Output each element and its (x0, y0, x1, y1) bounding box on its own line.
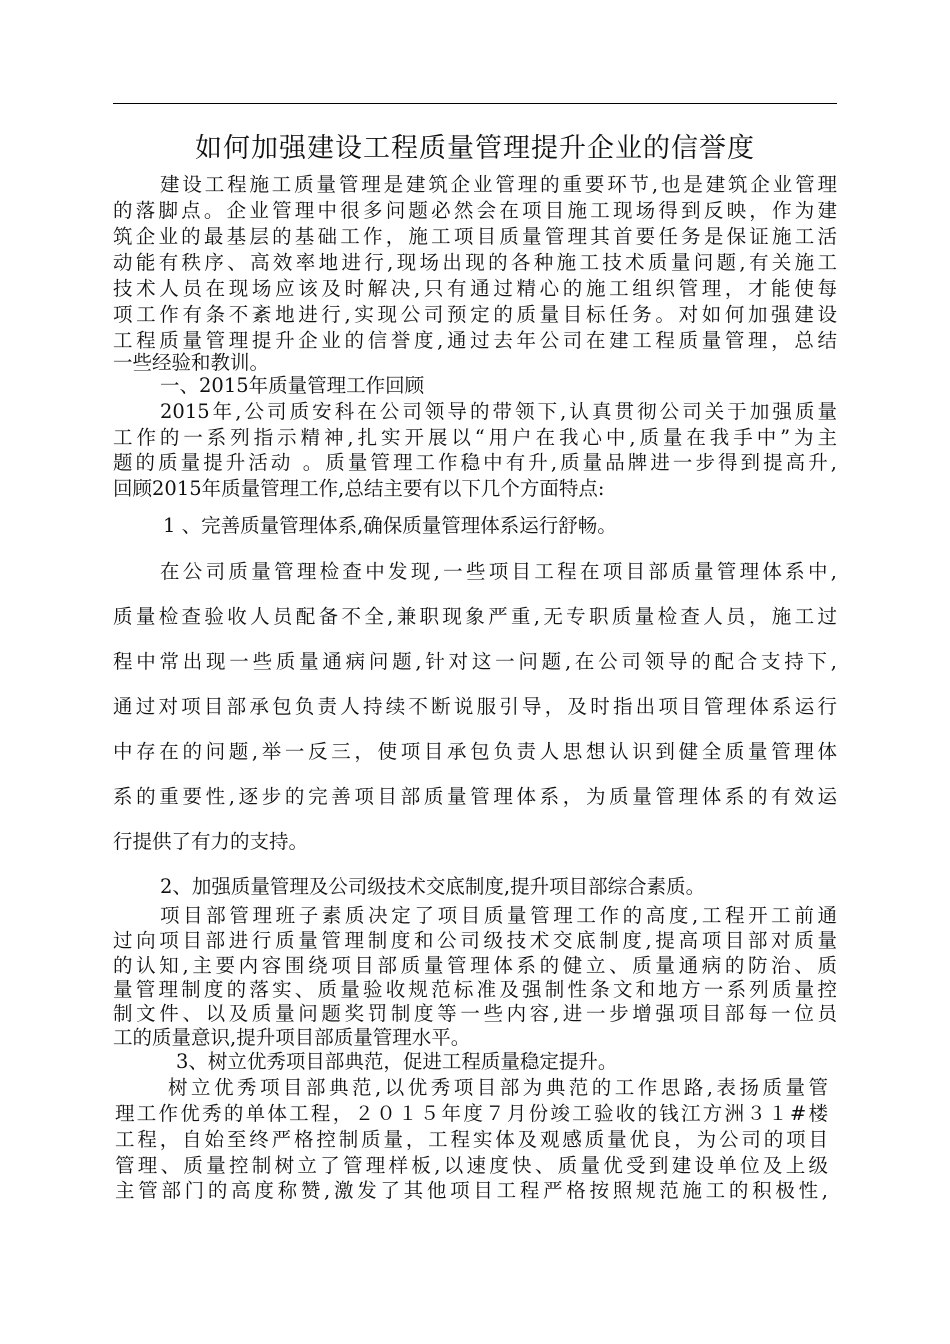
body-line: 程中常出现一些质量通病问题,针对这一问题,在公司领导的配合支持下, (113, 650, 837, 673)
body-line: 项工作有条不紊地进行,实现公司预定的质量目标任务。对如何加强建设 (113, 303, 837, 326)
body-line: 制文件、以及质量问题奖罚制度等一些内容,进一步增强项目部每一位员 (113, 1002, 837, 1025)
body-line: 系的重要性,逐步的完善项目部质量管理体系，为质量管理体系的有效运 (113, 785, 837, 808)
body-line: 建设工程施工质量管理是建筑企业管理的重要环节,也是建筑企业管理 (160, 173, 837, 196)
body-line: 回顾2015年质量管理工作,总结主要有以下几个方面特点: (113, 477, 605, 500)
body-line: 树立优秀项目部典范,以优秀项目部为典范的工作思路,表扬质量管 (168, 1076, 828, 1099)
body-line: 主管部门的高度称赞,激发了其他项目工程严格按照规范施工的积极性, (115, 1179, 828, 1202)
subheading-1: 1 、完善质量管理体系,确保质量管理体系运行舒畅。 (163, 514, 617, 537)
body-line: 筑企业的最基层的基础工作，施工项目质量管理其首要任务是保证施工活 (113, 225, 837, 248)
body-line: 工的质量意识,提升项目部质量管理水平。 (113, 1026, 471, 1049)
section-heading: 一、2015年质量管理工作回顾 (160, 374, 425, 397)
body-line: 中存在的问题,举一反三，使项目承包负责人思想认识到健全质量管理体 (113, 740, 837, 763)
body-line: 量管理制度的落实、质量验收规范标准及强制性条文和地方一系列质量控 (113, 978, 837, 1001)
body-line: 质量检查验收人员配备不全,兼职现象严重,无专职质量检查人员，施工过 (113, 605, 837, 628)
body-line: 工程，自始至终严格控制质量，工程实体及观感质量优良，为公司的项目 (115, 1128, 828, 1151)
subheading-3: 3、树立优秀项目部典范，促进工程质量稳定提升。 (176, 1050, 618, 1073)
body-line: 项目部管理班子素质决定了项目质量管理工作的高度,工程开工前通 (160, 904, 837, 927)
body-line: 2015年,公司质安科在公司领导的带领下,认真贯彻公司关于加强质量 (160, 400, 837, 423)
body-line: 理工作优秀的单体工程，２０１５年度７月份竣工验收的钱江方洲３１#楼 (115, 1102, 828, 1125)
body-line: 题的质量提升活动 。质量管理工作稳中有升,质量品牌进一步得到提高升, (113, 451, 837, 474)
header-rule (113, 103, 837, 104)
body-line: 一些经验和教训。 (113, 351, 270, 374)
body-line: 通过对项目部承包负责人持续不断说服引导，及时指出项目管理体系运行 (113, 695, 837, 718)
document-title: 如何加强建设工程质量管理提升企业的信誉度 (195, 133, 755, 164)
body-line: 工作的一系列指示精神,扎实开展以“用户在我心中,质量在我手中”为主 (113, 426, 837, 449)
body-line: 工程质量管理提升企业的信誉度,通过去年公司在建工程质量管理，总结 (113, 329, 837, 352)
body-line: 动能有秩序、高效率地进行,现场出现的各种施工技术质量问题,有关施工 (113, 251, 837, 274)
subheading-2: 2、加强质量管理及公司级技术交底制度,提升项目部综合素质。 (160, 875, 706, 898)
body-line: 的认知,主要内容围绕项目部质量管理体系的健立、质量通病的防治、质 (113, 954, 837, 977)
body-line: 管理、质量控制树立了管理样板,以速度快、质量优受到建设单位及上级 (115, 1154, 828, 1177)
body-line: 技术人员在现场应该及时解决,只有通过精心的施工组织管理，才能使每 (113, 277, 837, 300)
body-line: 在公司质量管理检查中发现,一些项目工程在项目部质量管理体系中, (160, 560, 837, 583)
body-line: 的落脚点。企业管理中很多问题必然会在项目施工现场得到反映，作为建 (113, 199, 837, 222)
body-line: 过向项目部进行质量管理制度和公司级技术交底制度,提高项目部对质量 (113, 929, 837, 952)
body-line: 行提供了有力的支持。 (113, 830, 309, 853)
